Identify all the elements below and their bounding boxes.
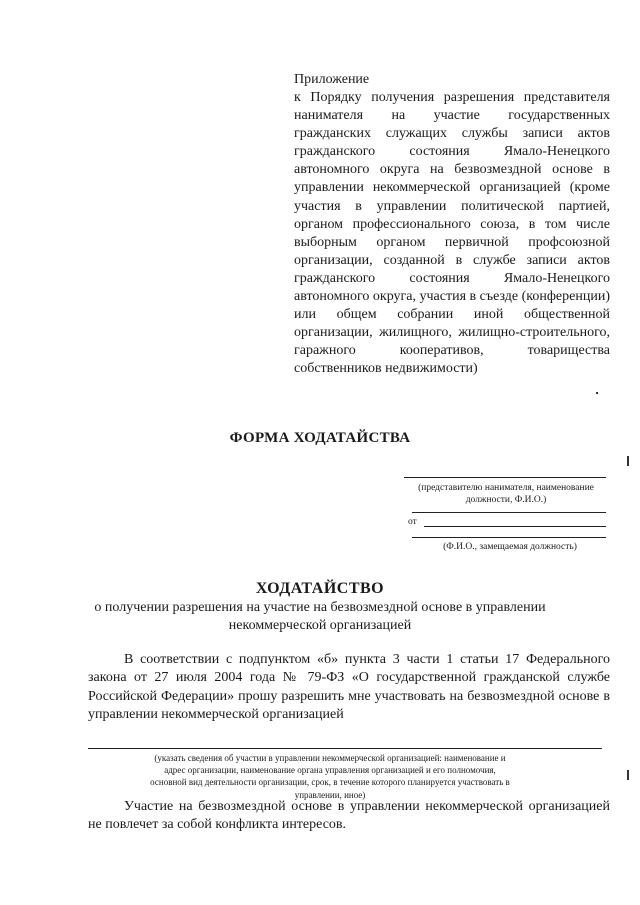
details-hint: (указать сведения об участии в управлении некоммерческой организацией: наименование и адрес организации, наименование органа управления организацией и его полномочия, основной вид деятельности организации, срок, в течение которого планируется участвовать в управлении, иное) (150, 753, 510, 800)
form-title: ФОРМА ХОДАТАЙСТВА (229, 430, 411, 446)
appendix-text: к Порядку получения разрешения представителя нанимателя на участие государственных гражданских служащих службы записи актов гражданского состояния Ямало-Ненецкого автономного округа на безвозмездной основе в управлении некоммерческой организацией (кроме участия в управлении политической партией, органом профессионального союза, в том числе выборным органом первичной профсоюзной организации, созданной в службе записи актов гражданского состояния Ямало-Ненецкого автономного округа, участия в съезде (конференции) или общем собрании иной общественной организации, жилищного, жилищно-строительного, гаражного кооперативов, товарищества собственников недвижимости) (294, 90, 610, 377)
petition-subtitle: о получении разрешения на участие на безвозмездной основе в управлении некоммерческой организацией (94, 600, 546, 633)
conflict-statement: Участие на безвозмездной основе в управлении некоммерческой организацией не повлечет за собой конфликта интересов. (88, 799, 610, 833)
petition-title: ХОДАТАЙСТВО (255, 580, 385, 597)
addressee-line (404, 477, 606, 478)
from-line (424, 526, 606, 527)
from-line-2 (412, 537, 606, 538)
appendix-heading: Приложение (294, 72, 370, 87)
scan-dot (596, 392, 598, 394)
petition-body: В соответствии с подпунктом «б» пункта 3 части 1 статьи 17 Федерального закона от 27 июля 2004 года № 79-ФЗ «О государственной гражданской службе Российской Федерации» прошу разрешить мне участвовать на безвозмездной основе в управлении некоммерческой организацией (88, 652, 610, 722)
scan-mark (627, 770, 629, 780)
from-label: от (408, 517, 417, 527)
addressee-line-2 (412, 512, 606, 513)
addressee-hint: (представителю нанимателя, наименование должности, Ф.И.О.) (418, 483, 594, 505)
from-hint: (Ф.И.О., замещаемая должность) (443, 542, 577, 552)
details-line (88, 748, 602, 749)
scan-mark (627, 456, 629, 466)
